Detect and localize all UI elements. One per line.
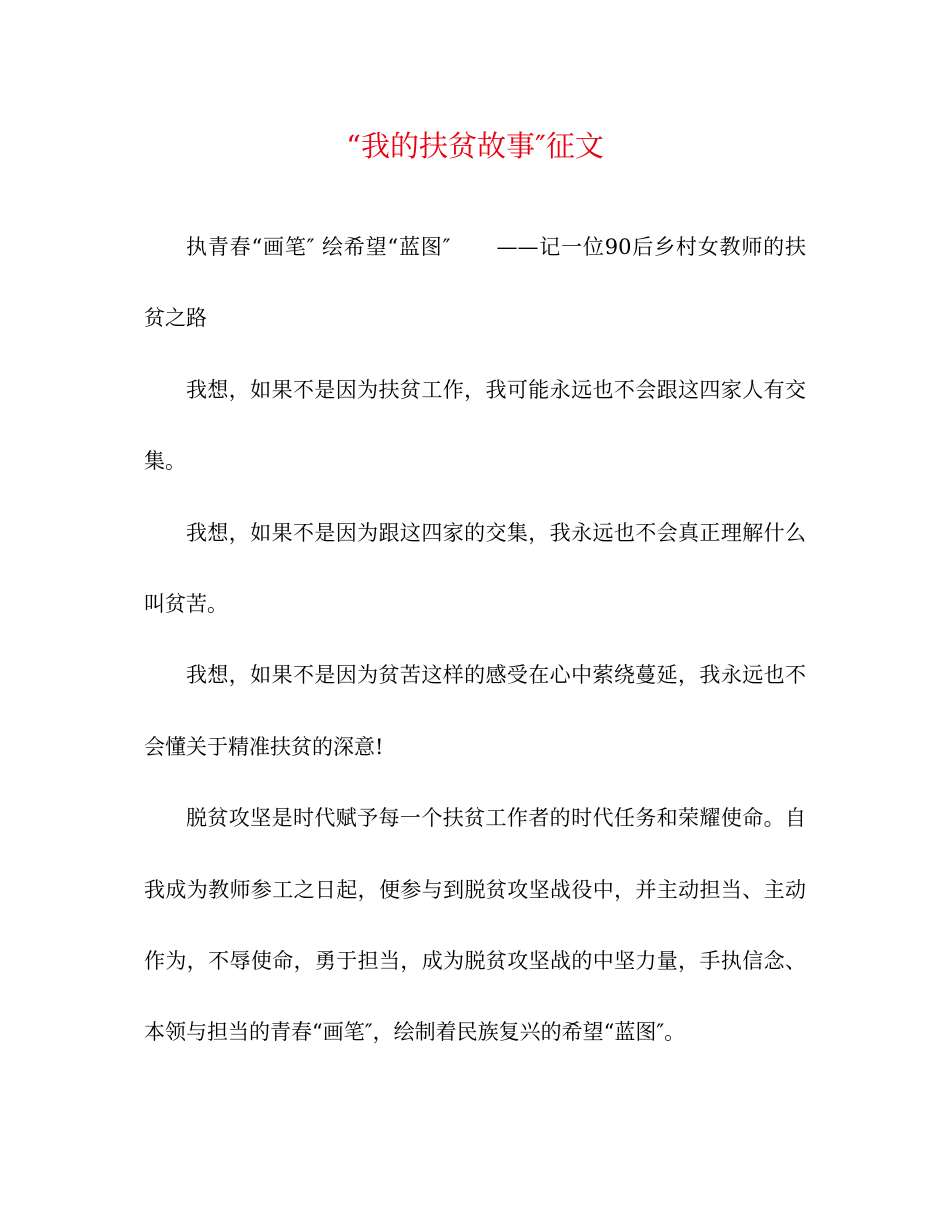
body-paragraph-1: 我想，如果不是因为扶贫工作，我可能永远也不会跟这四家人有交集。: [144, 377, 806, 474]
body-paragraph-3: 我想，如果不是因为贫苦这样的感受在心中萦绕蔓延，我永远也不会懂关于精准扶贫的深意!: [144, 663, 806, 759]
body-paragraph-4: 脱贫攻坚是时代赋予每一个扶贫工作者的时代任务和荣耀使命。自我成为教师参工之日起，便参与到脱贫攻坚战役中，并主动担当、主动作为，不辱使命，勇于担当，成为脱贫攻坚战的中坚力量，手执信念、本领与担当的青春“画笔″，绘制着民族复兴的希望“蓝图″。: [144, 806, 806, 1045]
subtitle-paragraph: [144, 212, 806, 355]
subtitle-main: 执青春“画笔″ 绘希望“蓝图″: [186, 235, 451, 259]
document-title: “我的扶贫故事″征文: [346, 129, 604, 163]
body-paragraph-2: 我想，如果不是因为跟这四家的交集，我永远也不会真正理解什么叫贫苦。: [144, 520, 806, 617]
document-body: [144, 212, 806, 1069]
subtitle-sub: ——记一位90后乡村女教师的扶贫之路: [144, 235, 806, 331]
